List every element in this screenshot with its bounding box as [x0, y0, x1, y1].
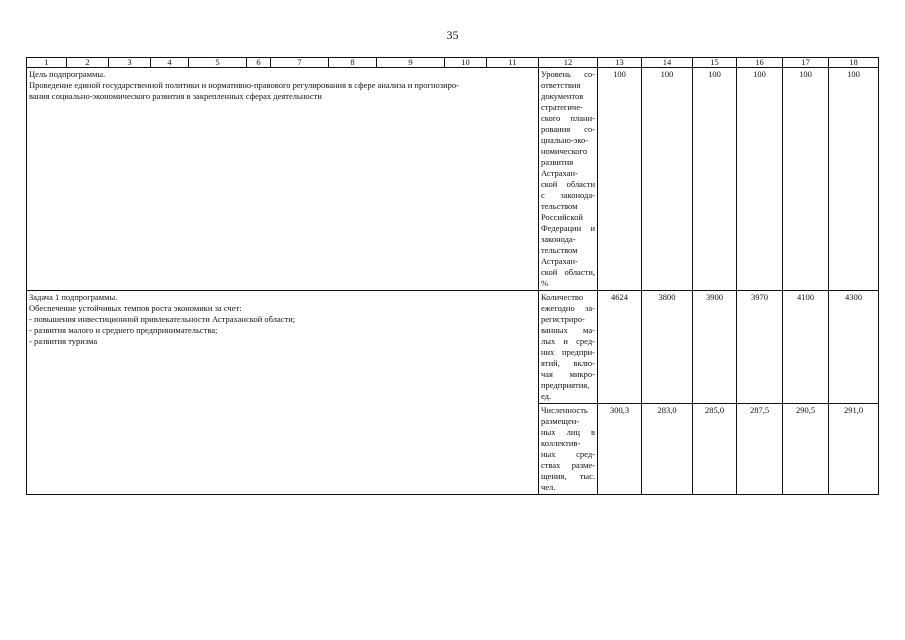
indicator-line: них предпри-: [541, 347, 595, 357]
indicator-line: ской области: [541, 179, 595, 189]
column-header: 6: [247, 58, 271, 68]
indicator-line: ежегодно за-: [541, 303, 595, 313]
indicator-cell: [539, 68, 598, 291]
column-header: 1: [27, 58, 67, 68]
indicator-line: рования со-: [541, 124, 595, 134]
indicator-line: чел.: [541, 482, 556, 492]
value-cell: 291,0: [829, 404, 879, 495]
indicator-line: ных лиц в: [541, 427, 595, 437]
page-number: 35: [446, 28, 459, 42]
indicator-line: с законода-: [541, 190, 595, 200]
column-header: 8: [329, 58, 377, 68]
indicator-line: Федерации и: [541, 223, 595, 233]
column-header: 5: [189, 58, 247, 68]
description-line: - развития туризма: [29, 336, 98, 346]
indicator-line: ского плани-: [541, 113, 595, 123]
value-cell: 100: [598, 68, 642, 291]
value-cell: 4624: [598, 291, 642, 404]
column-header: 18: [829, 58, 879, 68]
indicator-line: Российской: [541, 212, 583, 222]
value-cell: 3900: [693, 291, 737, 404]
column-header: 4: [151, 58, 189, 68]
value-cell: 100: [829, 68, 879, 291]
indicator-line: ед.: [541, 391, 552, 401]
column-header: 12: [539, 58, 598, 68]
value-cell: 100: [737, 68, 783, 291]
column-header: 16: [737, 58, 783, 68]
description-line: вания социально-экономического развития в закрепленных сферах деятельности: [29, 91, 322, 101]
indicator-line: предприятия,: [541, 380, 590, 390]
indicator-line: ствах разме-: [541, 460, 595, 470]
indicator-line: щения, тыс.: [541, 471, 595, 481]
indicator-line: документов: [541, 91, 584, 101]
description-line: Проведение единой государственной политики и нормативно-правового регулирования в сфере анализа и прогнозиро-: [29, 80, 460, 90]
value-cell: 100: [783, 68, 829, 291]
indicator-line: тельством: [541, 245, 578, 255]
indicator-line: тельством: [541, 201, 578, 211]
column-header: 17: [783, 58, 829, 68]
header-row: [27, 58, 879, 68]
value-cell: 4100: [783, 291, 829, 404]
value-cell: 3970: [737, 291, 783, 404]
column-header: 15: [693, 58, 737, 68]
indicator-line: %: [541, 278, 549, 288]
column-header: 9: [377, 58, 445, 68]
description-line: - развития малого и среднего предпринимательства;: [29, 325, 218, 335]
indicator-line: ванных ма-: [541, 325, 595, 335]
indicator-line: Астрахан-: [541, 256, 578, 266]
column-header: 7: [271, 58, 329, 68]
value-cell: 290,5: [783, 404, 829, 495]
description-line: Обеспечение устойчивых темпов роста экономики за счет:: [29, 303, 242, 313]
value-cell: 285,0: [693, 404, 737, 495]
indicator-line: регистриро-: [541, 314, 585, 324]
indicator-line: Уровень со-: [541, 69, 595, 79]
indicator-line: ответствия: [541, 80, 581, 90]
column-header: 11: [487, 58, 539, 68]
column-header: 2: [67, 58, 109, 68]
indicator-line: номического: [541, 146, 588, 156]
column-header: 3: [109, 58, 151, 68]
column-header: 14: [642, 58, 693, 68]
column-header: 13: [598, 58, 642, 68]
indicator-line: циально-эко-: [541, 135, 589, 145]
indicator-line: ятий, вклю-: [541, 358, 595, 368]
description-line: Задача 1 подпрограммы.: [29, 292, 118, 302]
indicator-cell: [539, 404, 598, 495]
table-row: [27, 68, 879, 291]
indicator-line: ных сред-: [541, 449, 595, 459]
indicator-line: Количество: [541, 292, 584, 302]
value-cell: 100: [642, 68, 693, 291]
indicator-line: Астрахан-: [541, 168, 578, 178]
task-description: [27, 291, 539, 495]
indicator-line: чая микро-: [541, 369, 595, 379]
indicator-line: законода-: [541, 234, 576, 244]
indicator-line: Численность: [541, 405, 588, 415]
value-cell: 3800: [642, 291, 693, 404]
indicator-line: стратегиче-: [541, 102, 583, 112]
description-line: Цель подпрограммы.: [29, 69, 106, 79]
table-row: [27, 291, 879, 404]
value-cell: 287,5: [737, 404, 783, 495]
value-cell: 100: [693, 68, 737, 291]
value-cell: 4300: [829, 291, 879, 404]
indicator-line: развития: [541, 157, 574, 167]
indicator-line: размещен-: [541, 416, 580, 426]
value-cell: 283,0: [642, 404, 693, 495]
indicator-line: ской области,: [541, 267, 595, 277]
column-header: 10: [445, 58, 487, 68]
goal-description: [27, 68, 539, 291]
indicator-line: коллектив-: [541, 438, 581, 448]
indicator-line: лых и сред-: [541, 336, 595, 346]
value-cell: 300,3: [598, 404, 642, 495]
description-line: - повышения инвестиционной привлекательности Астраханской области;: [29, 314, 296, 324]
indicator-cell: [539, 291, 598, 404]
program-table: [26, 57, 879, 495]
